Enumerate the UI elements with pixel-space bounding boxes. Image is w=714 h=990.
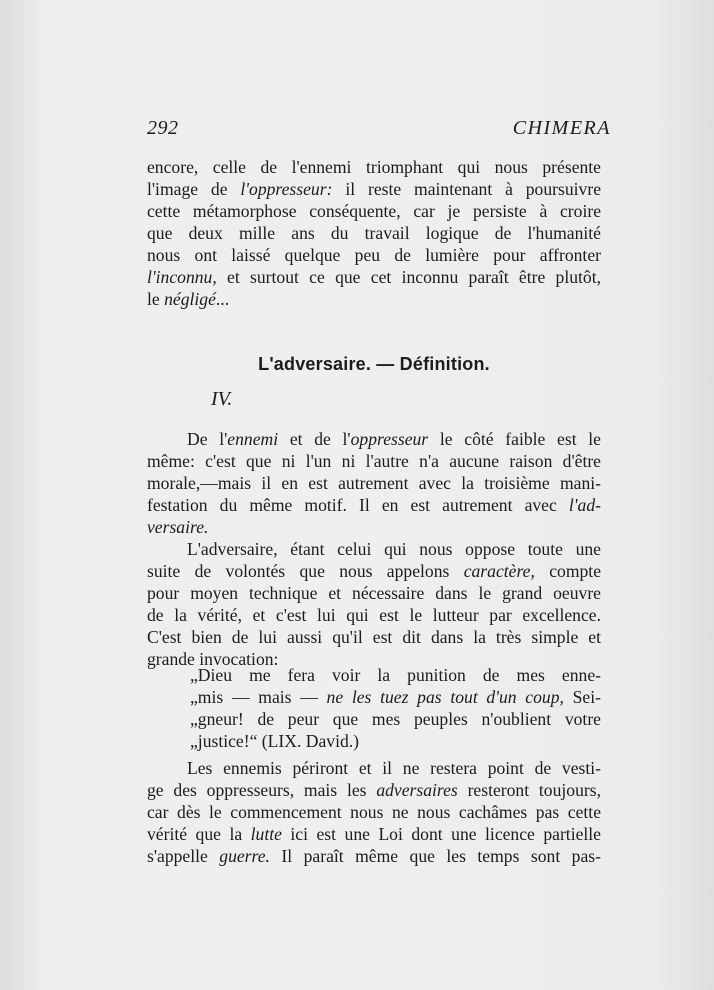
italic-phrase: négligé — [164, 289, 216, 309]
text-line: pour moyen technique et nécessaire dans le grand oeuvre — [147, 583, 601, 603]
paragraph-4 — [147, 757, 601, 867]
italic-phrase: l'ad- — [568, 495, 601, 515]
text-line: Les ennemis périront et il ne restera point de vesti- — [187, 758, 601, 778]
text-line: nous ont laissé quelque peu de lumière pour affronter — [147, 245, 601, 265]
running-head: CHIMERA — [512, 117, 611, 139]
italic-phrase: ennemi — [227, 429, 279, 449]
text-line: de la vérité, et c'est lui qui est le lutteur par excellence. — [147, 605, 601, 625]
paragraph-3-body — [147, 538, 601, 670]
text-line: ge des oppresseurs, mais les adversaires resteront toujours, — [147, 780, 601, 800]
italic-phrase: adversaires — [376, 780, 458, 800]
text-line: car dès le commencement nous ne nous cachâmes pas cette — [147, 802, 601, 822]
text-line: cette métamorphose conséquente, car je persiste à croire — [147, 201, 601, 221]
text-line: encore, celle de l'ennemi triomphant qui nous présente — [147, 157, 601, 177]
text-line: festation du même motif. Il en est autrement avec l'ad- — [147, 495, 601, 515]
text-line: le négligé... — [147, 289, 230, 309]
italic-phrase: guerre. — [219, 846, 270, 866]
text-line: De l'ennemi et de l'oppresseur le côté faible est le — [187, 429, 601, 449]
text-line: L'adversaire, étant celui qui nous oppose toute une — [187, 539, 601, 559]
text-line: morale,—mais il en est autrement avec la troisième mani- — [147, 473, 601, 493]
quotation — [190, 664, 601, 752]
paragraph-2-body — [147, 428, 601, 538]
text-line: C'est bien de lui aussi qu'il est dit dans la très simple et — [147, 627, 601, 647]
text-line: même: c'est que ni l'un ni l'autre n'a aucune raison d'être — [147, 451, 601, 471]
page-header — [147, 117, 611, 143]
text-line: „gneur! de peur que mes peuples n'oublient votre — [190, 709, 601, 729]
italic-phrase: l'oppresseur: — [240, 179, 333, 199]
page-number: 292 — [147, 117, 179, 139]
italic-phrase: ne les tuez pas tout d'un coup, — [326, 687, 564, 707]
text-line: „Dieu me fera voir la punition de mes enne- — [190, 665, 601, 685]
italic-phrase: versaire. — [147, 517, 209, 537]
paragraph-1 — [147, 156, 601, 310]
text-line: s'appelle guerre. Il paraît même que les temps sont pas- — [147, 846, 601, 866]
text-line: que deux mille ans du travail logique de l'humanité — [147, 223, 601, 243]
text-line: „justice!“ (LIX. David.) — [190, 731, 360, 751]
section-title: L'adversaire. — Définition. — [258, 354, 490, 374]
italic-phrase: lutte — [250, 824, 282, 844]
italic-phrase: oppresseur — [350, 429, 429, 449]
italic-phrase: caractère, — [463, 561, 535, 581]
text-line: vérité que la lutte ici est une Loi dont une licence partielle — [147, 824, 601, 844]
section-numeral: IV. — [211, 388, 233, 410]
paragraph-2 — [147, 428, 601, 670]
text-line: l'image de l'oppresseur: il reste maintenant à poursuivre — [147, 179, 601, 199]
italic-phrase: l'inconnu, — [147, 267, 217, 287]
text-line: l'inconnu, et surtout ce que cet inconnu paraît être plutôt, — [147, 267, 601, 287]
text-line: grande invocation: — [147, 649, 279, 669]
text-line: „mis — mais — ne les tuez pas tout d'un coup, Sei- — [190, 687, 601, 707]
text-line: suite de volontés que nous appelons caractère, compte — [147, 561, 602, 581]
text-line — [147, 516, 601, 538]
